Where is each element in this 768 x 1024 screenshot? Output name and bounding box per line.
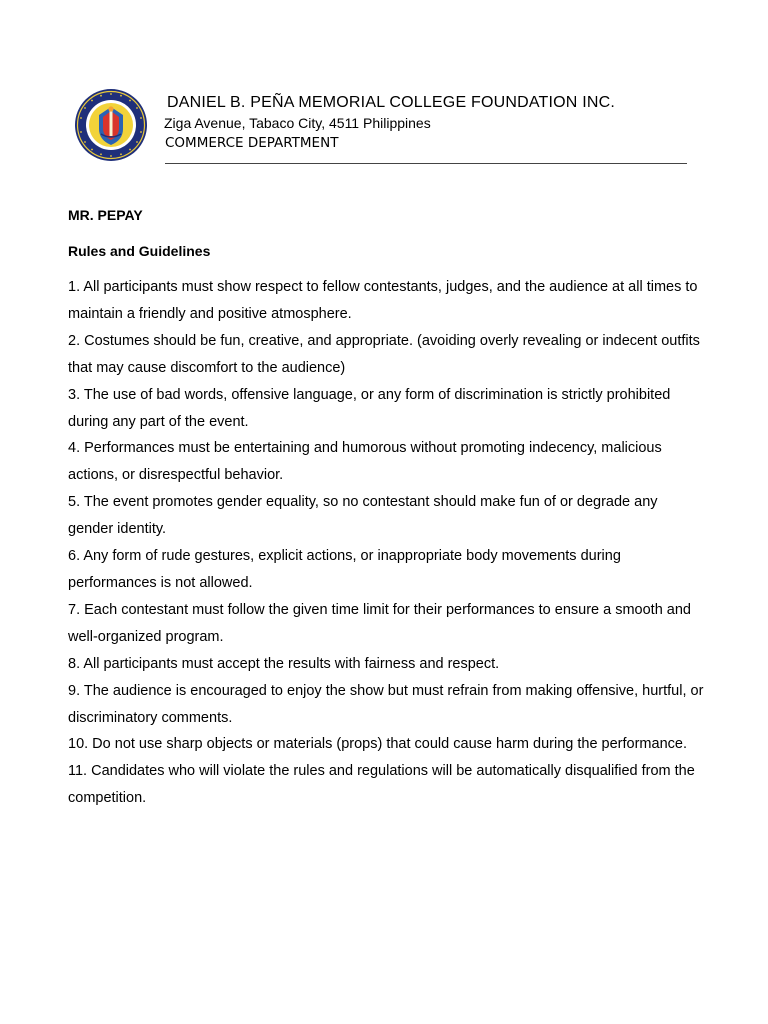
- header-divider: [165, 163, 687, 164]
- rule-item: 9. The audience is encouraged to enjoy the show but must refrain from making offensive, hurtful, or discriminatory comments.: [68, 682, 704, 726]
- school-address: Ziga Avenue, Tabaco City, 4511 Philippines: [164, 115, 431, 131]
- department-name: COMMERCE DEPARTMENT: [165, 135, 339, 151]
- rule-item: 2. Costumes should be fun, creative, and appropriate. (avoiding overly revealing or indecent outfits that may cause discomfort to the audience): [68, 332, 700, 376]
- rule-item: 10. Do not use sharp objects or materials (props) that could cause harm during the performance.: [68, 736, 687, 753]
- rule-item: 5. The event promotes gender equality, so no contestant should make fun of or degrade any gender identity.: [68, 494, 658, 538]
- school-name: DANIEL B. PEÑA MEMORIAL COLLEGE FOUNDATION INC.: [167, 94, 616, 111]
- rule-item: 7. Each contestant must follow the given time limit for their performances to ensure a smooth and well-organized program.: [68, 601, 691, 645]
- document-subtitle: Rules and Guidelines: [68, 243, 211, 259]
- rule-item: 11. Candidates who will violate the rules and regulations will be automatically disqualified from the competition.: [68, 763, 695, 807]
- rule-item: 3. The use of bad words, offensive language, or any form of discrimination is strictly prohibited during any part of the event.: [68, 386, 671, 430]
- rules-list: [68, 274, 704, 812]
- college-seal-icon: [74, 88, 148, 162]
- document-title: MR. PEPAY: [68, 207, 143, 223]
- rule-item: 4. Performances must be entertaining and humorous without promoting indecency, malicious actions, or disrespectful behavior.: [68, 440, 662, 484]
- rule-item: 1. All participants must show respect to fellow contestants, judges, and the audience at all times to maintain a friendly and positive atmosphere.: [68, 279, 698, 322]
- rule-item: 8. All participants must accept the results with fairness and respect.: [68, 655, 500, 672]
- rule-item: 6. Any form of rude gestures, explicit actions, or inappropriate body movements during performances is not allowed.: [68, 548, 621, 591]
